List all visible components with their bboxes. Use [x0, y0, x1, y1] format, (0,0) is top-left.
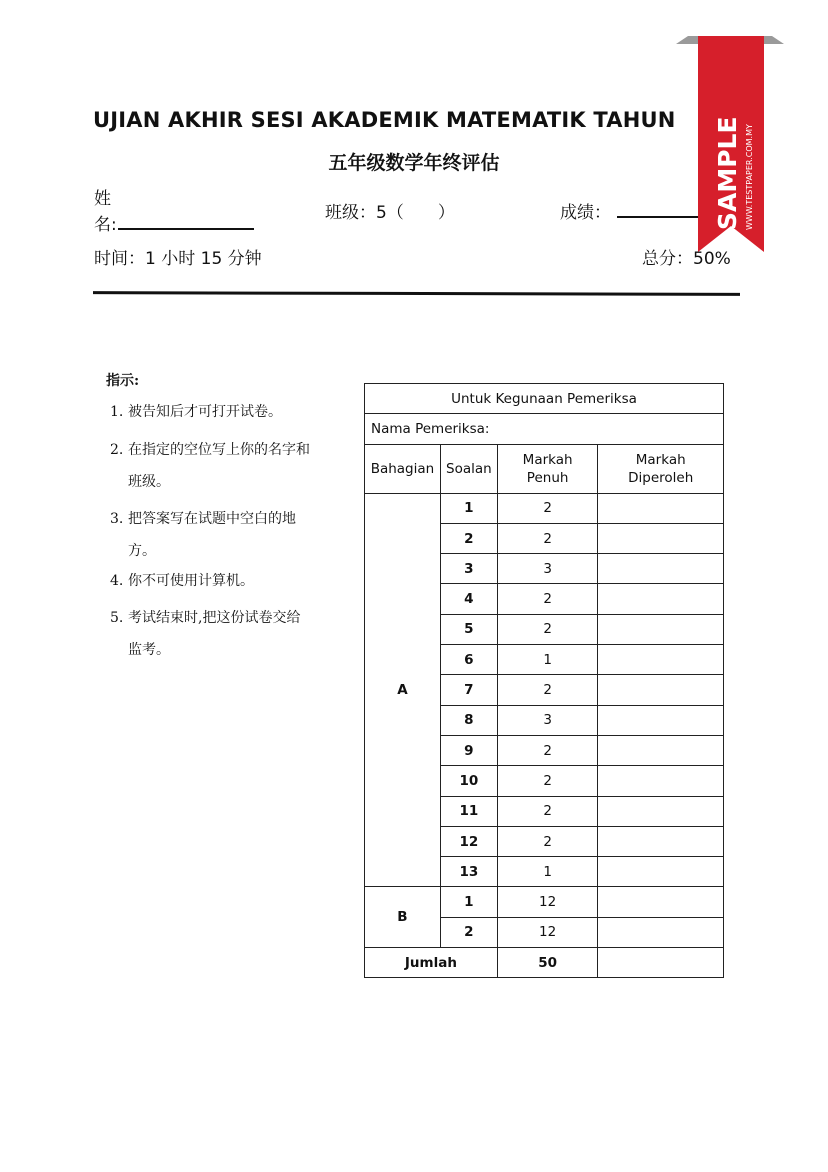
instruction-number: 1.	[110, 404, 124, 420]
class-field: 班级：5（ ）	[325, 203, 455, 223]
full-marks-cell: 2	[497, 523, 598, 553]
total-obtained-cell[interactable]	[598, 948, 724, 978]
question-number-cell: 1	[440, 887, 497, 917]
full-marks-cell: 2	[497, 493, 598, 523]
marks-obtained-cell[interactable]	[598, 705, 724, 735]
instruction-number: 5.	[110, 610, 124, 626]
sample-ribbon	[670, 30, 790, 270]
question-number-cell: 10	[440, 766, 497, 796]
instruction-text: 把答案写在试题中空白的地	[128, 511, 296, 527]
full-marks-cell: 2	[497, 796, 598, 826]
examiner-marks-table	[364, 383, 724, 978]
instruction-item	[110, 396, 342, 428]
full-marks-cell: 2	[497, 766, 598, 796]
col-header-markah-diperoleh-l2: Diperoleh	[628, 469, 694, 486]
question-number-cell: 13	[440, 857, 497, 887]
score-label: 成绩：	[560, 203, 611, 223]
col-header-markah-diperoleh	[598, 444, 724, 493]
full-marks-cell: 12	[497, 917, 598, 947]
marks-obtained-cell[interactable]	[598, 766, 724, 796]
full-marks-cell: 2	[497, 735, 598, 765]
instruction-text: 在指定的空位写上你的名字和	[128, 442, 310, 458]
instruction-text-cont: 监考。	[128, 642, 170, 658]
instruction-item	[110, 434, 342, 498]
question-number-cell: 12	[440, 826, 497, 856]
marks-obtained-cell[interactable]	[598, 614, 724, 644]
question-number-cell: 1	[440, 493, 497, 523]
full-marks-cell: 2	[497, 614, 598, 644]
marks-obtained-cell[interactable]	[598, 645, 724, 675]
time-info: 时间：1 小时 15 分钟	[94, 249, 262, 269]
col-header-markah-penuh-l2: Penuh	[526, 469, 569, 486]
table-title: Untuk Kegunaan Pemeriksa	[365, 384, 724, 414]
marks-obtained-cell[interactable]	[598, 857, 724, 887]
ribbon-sample-text: SAMPLE	[713, 116, 742, 230]
marks-obtained-cell[interactable]	[598, 735, 724, 765]
marks-obtained-cell[interactable]	[598, 493, 724, 523]
col-header-soalan: Soalan	[440, 444, 497, 493]
instruction-number: 3.	[110, 511, 124, 527]
col-header-markah-penuh-l1: Markah	[522, 451, 573, 468]
marks-obtained-cell[interactable]	[598, 554, 724, 584]
question-number-cell: 5	[440, 614, 497, 644]
instruction-number: 2.	[110, 442, 124, 458]
exam-subtitle: 五年级数学年终评估	[328, 152, 500, 174]
marks-obtained-cell[interactable]	[598, 917, 724, 947]
name-blank-line	[118, 228, 254, 230]
full-marks-cell: 12	[497, 887, 598, 917]
instruction-text-cont: 班级。	[128, 474, 170, 490]
col-header-bahagian: Bahagian	[365, 444, 441, 493]
question-number-cell: 7	[440, 675, 497, 705]
name-label-line1: 姓	[94, 189, 111, 209]
question-number-cell: 3	[440, 554, 497, 584]
marks-obtained-cell[interactable]	[598, 796, 724, 826]
ribbon-url-text: WWW.TESTPAPER.COM.MY	[745, 124, 754, 230]
header-divider	[93, 291, 740, 296]
question-number-cell: 2	[440, 523, 497, 553]
marks-obtained-cell[interactable]	[598, 584, 724, 614]
instruction-item	[110, 503, 342, 567]
total-marks-info: 总分：50%	[642, 249, 731, 269]
question-number-cell: 2	[440, 917, 497, 947]
col-header-markah-diperoleh-l1: Markah	[635, 451, 686, 468]
full-marks-cell: 2	[497, 826, 598, 856]
full-marks-cell: 2	[497, 584, 598, 614]
examiner-name-cell: Nama Pemeriksa:	[365, 414, 724, 444]
instruction-text: 被告知后才可打开试卷。	[128, 404, 282, 420]
section-b-label-cell: B	[365, 887, 441, 948]
total-label-cell: Jumlah	[365, 948, 498, 978]
full-marks-cell: 1	[497, 857, 598, 887]
section-a-label-cell: A	[365, 493, 441, 887]
question-number-cell: 6	[440, 645, 497, 675]
exam-title: UJIAN AKHIR SESI AKADEMIK MATEMATIK TAHUN	[93, 108, 676, 132]
marks-obtained-cell[interactable]	[598, 523, 724, 553]
instruction-text: 你不可使用计算机。	[128, 573, 254, 589]
table-row	[365, 887, 724, 917]
marks-obtained-cell[interactable]	[598, 826, 724, 856]
full-marks-cell: 1	[497, 645, 598, 675]
question-number-cell: 11	[440, 796, 497, 826]
instruction-item	[110, 565, 342, 597]
marks-obtained-cell[interactable]	[598, 887, 724, 917]
total-value-cell: 50	[497, 948, 598, 978]
question-number-cell: 4	[440, 584, 497, 614]
instruction-number: 4.	[110, 573, 124, 589]
full-marks-cell: 3	[497, 554, 598, 584]
question-number-cell: 8	[440, 705, 497, 735]
instruction-item	[110, 602, 342, 666]
col-header-markah-penuh	[497, 444, 598, 493]
full-marks-cell: 2	[497, 675, 598, 705]
name-label-line2: 名:	[94, 215, 117, 235]
instructions-heading: 指示:	[106, 373, 140, 389]
instruction-text: 考试结束时,把这份试卷交给	[128, 610, 301, 626]
marks-obtained-cell[interactable]	[598, 675, 724, 705]
question-number-cell: 9	[440, 735, 497, 765]
table-row	[365, 493, 724, 523]
instruction-text-cont: 方。	[128, 543, 156, 559]
full-marks-cell: 3	[497, 705, 598, 735]
